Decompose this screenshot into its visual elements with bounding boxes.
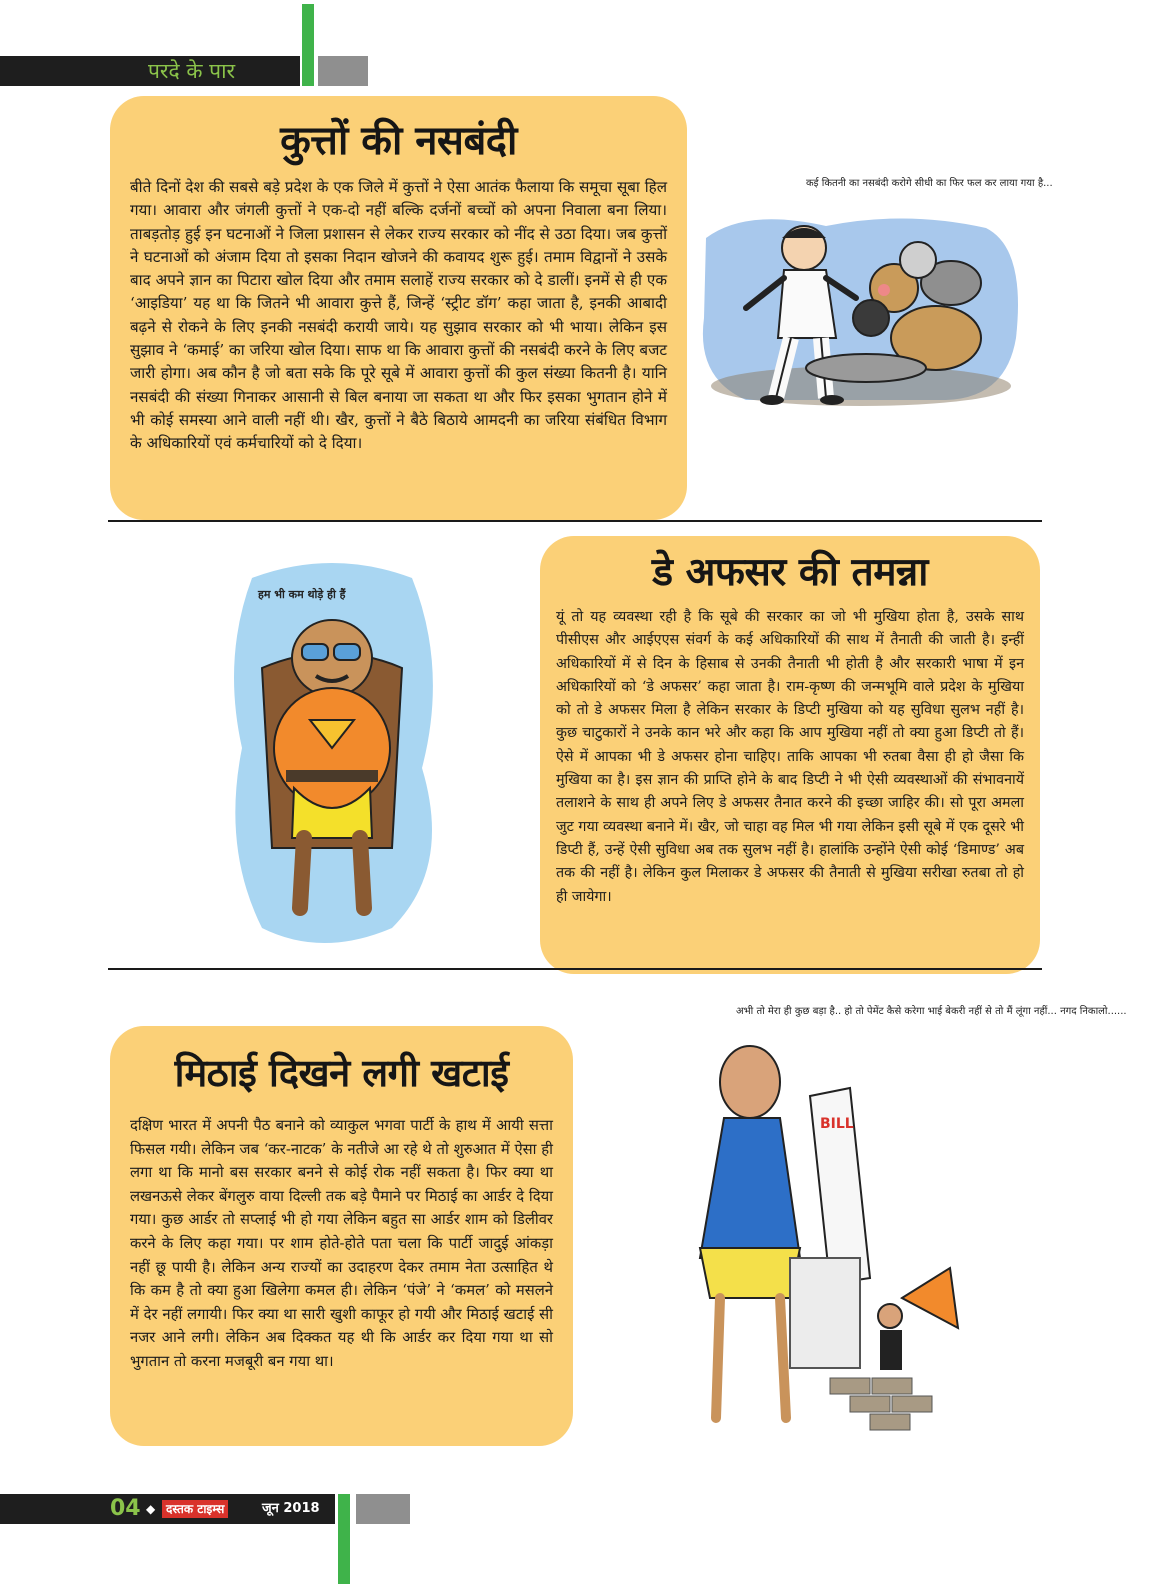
header-green-strip: [302, 4, 314, 86]
article-title: मिठाई दिखने लगी खटाई: [174, 1051, 509, 1095]
magazine-logo: दस्तक टाइम्स: [162, 1500, 228, 1518]
article-body: बीते दिनों देश की सबसे बड़े प्रदेश के एक जिले में कुत्तों ने ऐसा आतंक फैलाया कि समूचा सूबा हिल गया। आवारा और जंगली कुत्तों ने एक-दो नहीं बल्कि दर्जनों बच्चों को अपना निवाला बना लिया। ताबड़तोड़ हुई इन घटनाओं ने जिला प्रशासन से लेकर राज्य सरकार को नींद से उठा दिया। जब कुत्तों ने घटनाओं को अंजाम दिया तो इसका निदान खोजने की कवायद शुरू हुई। तमाम विद्वानों ने उसके बाद अपने ज्ञान का पिटारा खोल दिया और तमाम सलाहें राज्य सरकार को दे डालीं। इनमें से ही एक ‘आइडिया’ यह था कि जितने भी आवारा कुत्ते हैं, जिन्हें ‘स्ट्रीट डॉग’ कहा जाता है, इनकी आबादी बढ़ने से रोकने के लिए इनकी नसबंदी करायी जाये। यह सुझाव सरकार को भी भाया। लेकिन इस सुझाव ने ‘कमाई’ का जरिया खोल दिया। साफ था कि आवारा कुत्तों की नसबंदी करने के लिए बजट जारी होगा। अब कौन है जो बता सके कि पूरे सूबे में आवारा कुत्तों की कुल संख्या कितनी है। यानि नसबंदी की संख्या गिनाकर आसानी से बिल बनाया जा सकता था और फिर इसका भुगतान होने में भी कोई समस्या आने वाली नहीं थी। खैर, कुत्तों ने बैठे बिठाये आमदनी का जरिया संबंधित विभाग के अधिकारियों एवं कर्मचारियों को दे दिया।: [130, 178, 667, 453]
article-box-dogs: [110, 96, 687, 520]
article-box-sweets: [110, 1026, 573, 1446]
article-body: दक्षिण भारत में अपनी पैठ बनाने को व्याकुल भगवा पार्टी के हाथ में आयी सत्ता फिसल गयी। लेकिन जब ‘कर-नाटक’ के नतीजे आ रहे थे तो शुरुआत में ऐसा ही लगा था कि मानो बस सरकार बनने से कोई रोक नहीं सकता है। फिर क्या था लखनऊसे लेकर बेंगलुरु वाया दिल्ली तक बड़े पैमाने पर मिठाई का आर्डर दे दिया गया। कुछ आर्डर तो सप्लाई भी हो गया लेकिन बहुत सा आर्डर शाम को डिलीवर करने के लिए कहा गया। पर शाम होते-होते पता चला कि पार्टी जादुई आंकड़ा नहीं छू पायी है। लेकिन अन्य राज्यों का उदाहरण देकर तमाम नेता उत्साहित थे कि कम है तो क्या हुआ खिलेगा कमल ही। लेकिन ‘पंजे’ ने ‘कमल’ को मसलने में देर नहीं लगायी। फिर क्या था सारी खुशी काफूर हो गयी और मिठाई खटाई सी नजर आने लगी। लेकिन अब दिक्कत यह थी कि आर्डर कर दिया गया था सो भुगतान तो करना मजबूरी बन गया था।: [130, 1117, 553, 1370]
footer-gray-block: [356, 1494, 410, 1524]
cartoon-bill-illustration: [640, 998, 1127, 1458]
section-divider: [108, 520, 1042, 522]
cartoon-caption: कई कितनी का नसबंदी करोगे सीधी का फिर फल कर लाया गया है...: [806, 178, 1053, 189]
section-title: परदे के पार: [148, 59, 236, 83]
section-divider: [108, 968, 1042, 970]
cartoon-superhero-illustration: [222, 548, 448, 954]
bill-label: BILL: [820, 1116, 854, 1132]
footer-bullet: ◆: [146, 1502, 156, 1516]
page-number: 04: [110, 1496, 141, 1521]
article-title: कुत्तों की नसबंदी: [280, 118, 517, 164]
article-box-day-officer: [540, 536, 1040, 974]
article-body: यूं तो यह व्यवस्था रही है कि सूबे की सरकार का जो भी मुखिया होता है, उसके साथ पीसीएस और आईएएस संवर्ग के कई अधिकारियों की साथ में तैनाती की जाती है। इन्हीं अधिकारियों में से दिन के हिसाब से उनकी तैनाती भी होती है और सरकारी भाषा में इन अधिकारियों को ‘डे अफसर’ कहा जाता है। राम-कृष्ण की जन्मभूमि वाले प्रदेश के मुखिया को तो डे अफसर मिला है लेकिन सरकार के डिप्टी मुखिया को यह सुविधा सुलभ नहीं है। कुछ चाटुकारों ने उनके कान भरे और कहा कि आप मुखिया नहीं तो क्या हुआ डिप्टी तो हैं। ऐसे में आपका भी डे अफसर होना चाहिए। ताकि आपका भी रुतबा वैसा ही हो जैसा कि मुखिया का है। इस ज्ञान की प्राप्ति होने के बाद डिप्टी ने भी ऐसी व्यवस्थाओं की संभावनायें तलाशने के साथ ही अपने लिए डे अफसर तैनात करने की इच्छा जाहिर की। सो पूरा अमला जुट गया व्यवस्था बनाने में। खैर, जो चाहा वह मिल भी गया लेकिन इसी सूबे में एक दूसरे भी डिप्टी हैं, उन्हें ऐसी सुविधा अब तक सुलभ नहीं है। हालांकि उन्होंने ऐसी कोई ‘डिमाण्ड’ अब तक की नहीं है। लेकिन कुल मिलाकर डे अफसर की तैनाती से मुखिया सरीखा रुतबा तो हो ही जायेगा।: [556, 609, 1024, 905]
header-gray-block: [318, 56, 368, 86]
article-title: डे अफसर की तमन्ना: [652, 550, 928, 595]
cartoon-caption: अभी तो मेरा ही कुछ बड़ा है.. हो तो पेमेंट कैसे करेगा भाई बेकरी नहीं से तो मैं लूंगा नहीं... नगद निकालो......: [736, 1006, 1127, 1017]
cartoon-dogs-illustration: [686, 168, 1053, 418]
issue-date: जून 2018: [262, 1501, 320, 1516]
cartoon-caption: हम भी कम थोड़े ही हैं: [258, 588, 346, 601]
footer-green-strip: [338, 1494, 350, 1584]
